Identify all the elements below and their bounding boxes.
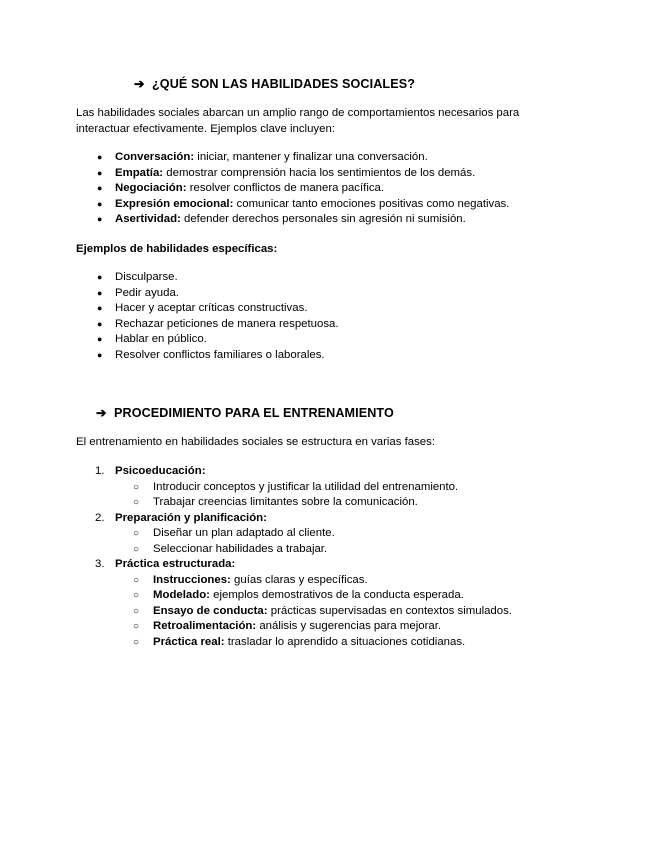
subitem: [115, 526, 512, 542]
item-text: resolver conflictos de manera pacífica.: [186, 182, 385, 194]
phase-title: Preparación y planificación:: [115, 511, 267, 524]
list-item: [76, 332, 339, 348]
subitem: [115, 495, 512, 511]
phase-number: 1.: [95, 465, 105, 477]
arrow-icon: ➔: [96, 406, 107, 420]
bullet-icon: ●: [97, 334, 103, 344]
arrow-icon: ➔: [134, 77, 145, 91]
phases-list: [76, 464, 512, 650]
item-text: Hablar en público.: [115, 333, 207, 345]
subitem-term: Instrucciones:: [153, 573, 231, 586]
phase-item: [76, 557, 512, 650]
item-text: defender derechos personales sin agresión ni sumisión.: [180, 213, 466, 225]
bullet-icon: ●: [97, 303, 103, 313]
item-term: Expresión emocional:: [115, 197, 234, 210]
phase-number: 3.: [95, 558, 105, 570]
list-item: [76, 150, 509, 166]
subitem-text: Introducir conceptos y justificar la utilidad del entrenamiento.: [153, 480, 459, 493]
item-term: Asertividad:: [115, 213, 181, 225]
bullet-icon: ●: [97, 287, 103, 298]
list-item: [76, 270, 339, 286]
subitem-text: prácticas supervisadas en contextos simulados.: [267, 604, 512, 617]
examples-list: [76, 270, 339, 363]
section-title: ¿QUÉ SON LAS HABILIDADES SOCIALES?: [152, 77, 415, 91]
subitem: [115, 619, 512, 635]
examples-heading: Ejemplos de habilidades específicas:: [76, 243, 278, 255]
phase-title: Psicoeducación:: [115, 465, 206, 477]
subitem-term: Modelado:: [153, 589, 210, 601]
circle-bullet-icon: ○: [133, 543, 140, 555]
circle-bullet-icon: ○: [133, 528, 140, 539]
subitem: [115, 635, 512, 651]
subitem: [115, 573, 512, 589]
item-text: Pedir ayuda.: [115, 286, 179, 299]
list-item: [76, 181, 509, 197]
subitem-text: Trabajar creencias limitantes sobre la comunicación.: [153, 496, 418, 508]
bullet-icon: ●: [97, 214, 103, 224]
skills-list: [76, 150, 509, 228]
item-text: Disculparse.: [115, 271, 178, 283]
subitem-term: Ensayo de conducta:: [153, 604, 268, 617]
circle-bullet-icon: ○: [133, 636, 140, 648]
subitem-text: Diseñar un plan adaptado al cliente.: [153, 527, 335, 539]
phase-item: [76, 511, 512, 558]
item-text: Rechazar peticiones de manera respetuosa.: [115, 317, 339, 330]
list-item: [76, 317, 339, 333]
subitem-term: Retroalimentación:: [153, 620, 257, 632]
list-item: [76, 166, 509, 182]
item-text: demostrar comprensión hacia los sentimientos de los demás.: [163, 166, 476, 179]
section-heading-procedimiento: [96, 406, 394, 422]
item-text: Hacer y aceptar críticas constructivas.: [115, 302, 308, 314]
list-item: [76, 197, 509, 213]
item-term: Negociación:: [115, 182, 187, 194]
bullet-icon: ●: [97, 152, 103, 162]
subitem-text: ejemplos demostrativos de la conducta esperada.: [209, 589, 464, 601]
subitem: [115, 588, 512, 604]
list-item: [76, 212, 509, 228]
circle-bullet-icon: ○: [133, 621, 140, 632]
circle-bullet-icon: ○: [133, 590, 140, 601]
circle-bullet-icon: ○: [133, 497, 140, 508]
phase-item: [76, 464, 512, 511]
phase-subitems: [115, 573, 512, 651]
circle-bullet-icon: ○: [133, 605, 140, 617]
bullet-icon: ●: [97, 272, 103, 282]
section-heading-habilidades: [134, 77, 415, 93]
bullet-icon: ●: [97, 318, 103, 329]
subitem-text: trasladar lo aprendido a situaciones cotidianas.: [224, 635, 466, 648]
bullet-icon: ●: [97, 198, 103, 209]
item-term: Conversación:: [115, 151, 195, 163]
bullet-icon: ●: [97, 183, 103, 193]
subitem: [115, 604, 512, 620]
circle-bullet-icon: ○: [133, 574, 140, 586]
item-text: comunicar tanto emociones positivas como negativas.: [233, 197, 510, 210]
subitem-text: Seleccionar habilidades a trabajar.: [153, 542, 328, 555]
phase-subitems: [115, 480, 512, 511]
procedure-intro: El entrenamiento en habilidades sociales se estructura en varias fases:: [76, 436, 436, 448]
subitem-text: análisis y sugerencias para mejorar.: [256, 620, 442, 632]
item-text: iniciar, mantener y finalizar una conversación.: [194, 151, 428, 163]
circle-bullet-icon: ○: [133, 481, 140, 493]
subitem: [115, 480, 512, 496]
list-item: [76, 301, 339, 317]
phase-title: Práctica estructurada:: [115, 558, 236, 570]
intro-paragraph: Las habilidades sociales abarcan un amplio rango de comportamientos necesarios para interactuar efectivamente. Ejemplos clave incluyen:: [76, 107, 520, 135]
list-item: [76, 286, 339, 302]
phase-subitems: [115, 526, 512, 557]
item-term: Empatía:: [115, 166, 164, 179]
subitem: [115, 542, 512, 558]
section-title: PROCEDIMIENTO PARA EL ENTRENAMIENTO: [114, 406, 394, 420]
item-text: Resolver conflictos familiares o laborales.: [115, 348, 325, 361]
subitem-text: guías claras y específicas.: [230, 573, 368, 586]
subitem-term: Práctica real:: [153, 635, 225, 648]
bullet-icon: ●: [97, 349, 103, 360]
list-item: [76, 348, 339, 364]
phase-number: 2.: [95, 511, 105, 524]
bullet-icon: ●: [97, 167, 103, 178]
